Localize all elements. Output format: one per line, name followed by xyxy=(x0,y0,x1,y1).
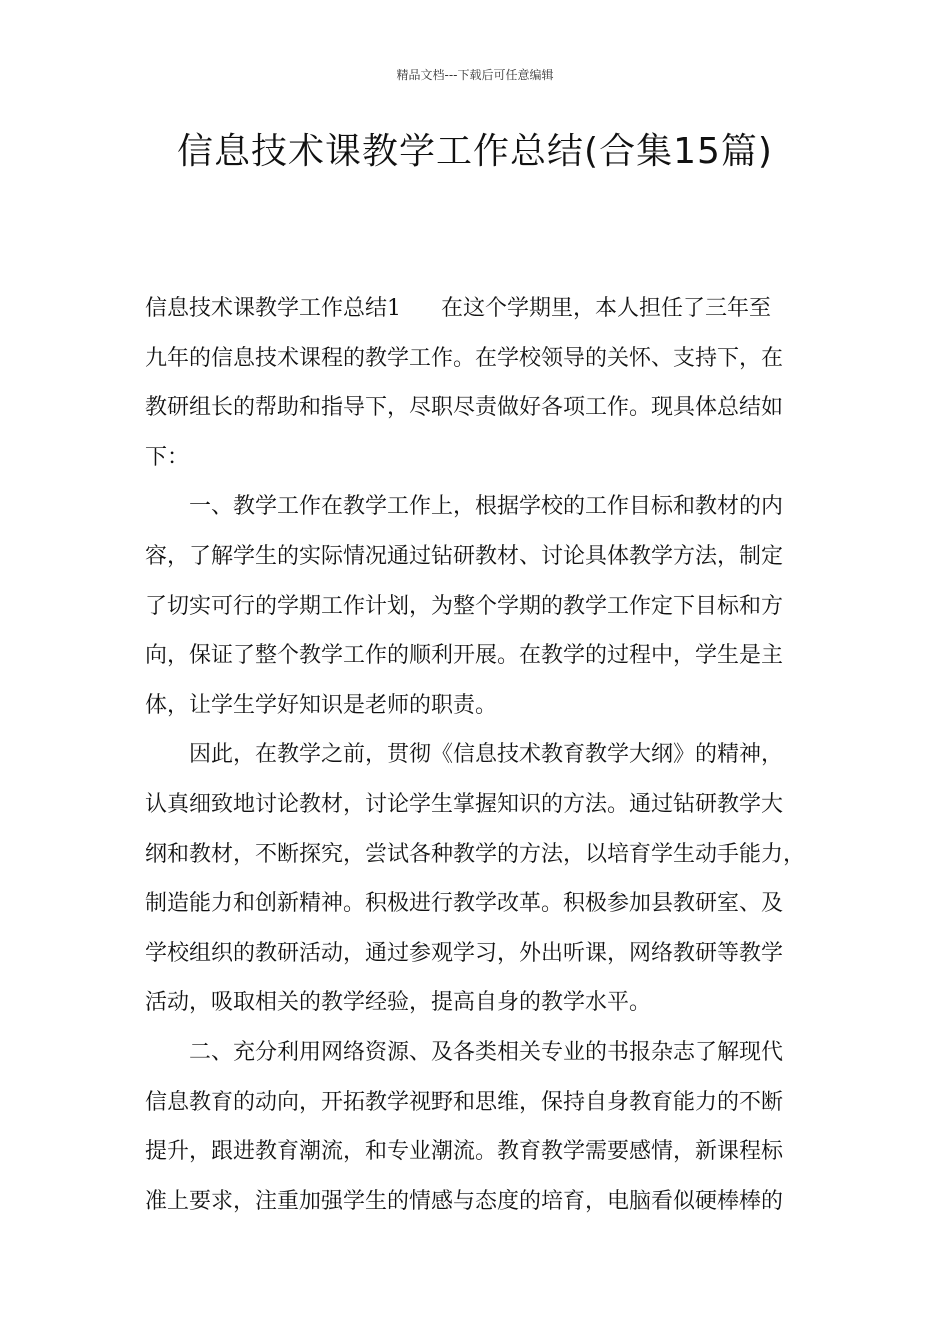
paragraph-2-line-5: 体，让学生学好知识是老师的职责。 xyxy=(145,692,498,718)
paragraph-3-line-3: 纲和教材，不断探究，尝试各种教学的方法，以培育学生动手能力， xyxy=(145,841,806,867)
paragraph-2-line-4: 向，保证了整个教学工作的顺利开展。在教学的过程中，学生是主 xyxy=(145,643,784,669)
paragraph-3-line-1: 因此，在教学之前，贯彻《信息技术教育教学大纲》的精神， xyxy=(189,742,784,768)
paragraph-3-line-6: 活动，吸取相关的教学经验，提高自身的教学水平。 xyxy=(145,990,652,1016)
paragraph-4-line-1: 二、充分利用网络资源、及各类相关专业的书报杂志了解现代 xyxy=(189,1039,784,1065)
document-title: 信息技术课教学工作总结(合集15篇) xyxy=(177,131,773,172)
paragraph-3-line-5: 学校组织的教研活动，通过参观学习，外出听课，网络教研等教学 xyxy=(145,940,784,966)
paragraph-3-line-2: 认真细致地讨论教材，讨论学生掌握知识的方法。通过钻研教学大 xyxy=(145,791,784,817)
paragraph-3-line-4: 制造能力和创新精神。积极进行教学改革。积极参加县教研室、及 xyxy=(145,891,784,917)
paragraph-1-line-4: 下： xyxy=(145,444,190,470)
paragraph-1-line-1-text: 在这个学期里，本人担任了三年至 xyxy=(441,296,772,321)
paragraph-1-line-2: 九年的信息技术课程的教学工作。在学校领导的关怀、支持下，在 xyxy=(145,345,784,371)
paragraph-2-line-1: 一、教学工作在教学工作上，根据学校的工作目标和教材的内 xyxy=(189,494,784,520)
header-note: 精品文档---下载后可任意编辑 xyxy=(396,68,554,82)
paragraph-4-line-4: 准上要求，注重加强学生的情感与态度的培育，电脑看似硬棒棒的 xyxy=(145,1188,784,1214)
section-heading: 信息技术课教学工作总结1 xyxy=(145,296,401,321)
paragraph-4-line-3: 提升，跟进教育潮流，和专业潮流。教育教学需要感情，新课程标 xyxy=(145,1139,784,1165)
paragraph-4-line-2: 信息教育的动向，开拓教学视野和思维，保持自身教育能力的不断 xyxy=(145,1089,784,1115)
document-body xyxy=(145,284,815,1226)
paragraph-2-line-3: 了切实可行的学期工作计划，为整个学期的教学工作定下目标和方 xyxy=(145,593,784,619)
paragraph-1-line-1 xyxy=(145,284,815,334)
paragraph-1-line-3: 教研组长的帮助和指导下，尽职尽责做好各项工作。现具体总结如 xyxy=(145,395,784,421)
paragraph-2-line-2: 容，了解学生的实际情况通过钻研教材、讨论具体教学方法，制定 xyxy=(145,543,784,569)
